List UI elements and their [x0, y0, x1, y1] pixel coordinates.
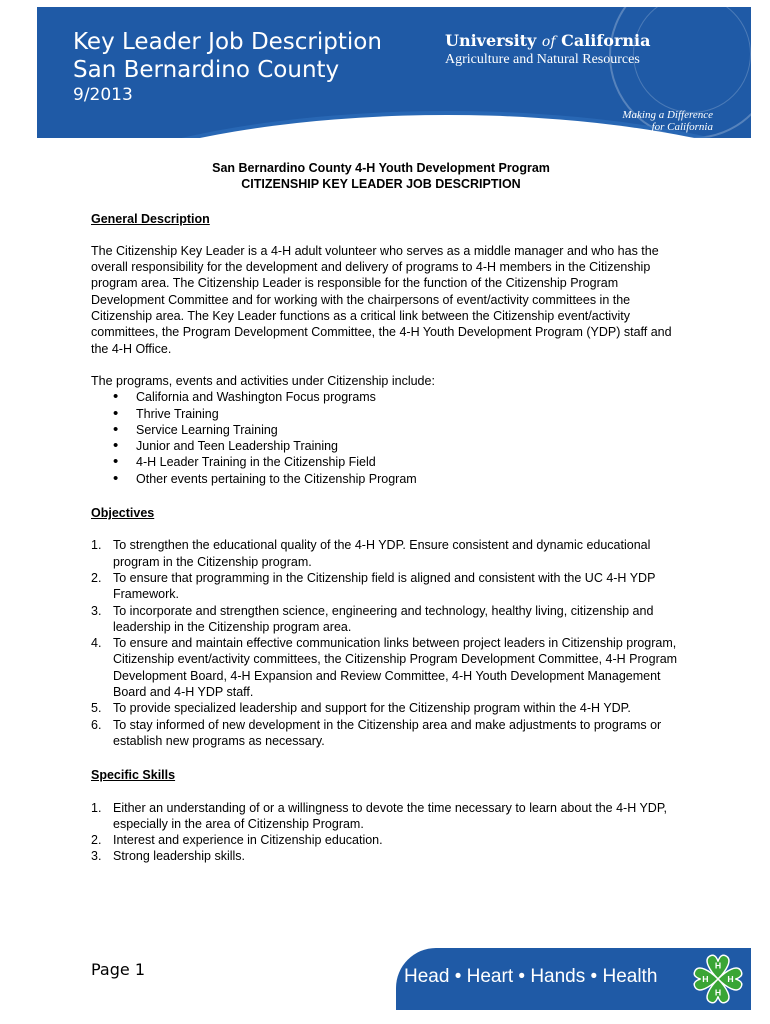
svg-text:H: H — [714, 960, 722, 971]
uc-logo-name: University of California — [445, 31, 651, 50]
list-item: • Junior and Teen Leadership Training — [113, 438, 691, 454]
footer-band — [396, 948, 751, 1010]
page-number: Page 1 — [91, 960, 145, 979]
general-description-title: General Description — [91, 211, 210, 226]
list-item: 1. Either an understanding of or a willingness to devote the time necessary to learn about the 4-H YDP, especially in the area of Citizenship Program. — [91, 800, 668, 831]
list-item: 2. Interest and experience in Citizenship education. — [91, 833, 383, 848]
document-body — [91, 160, 691, 865]
header-title-line1: Key Leader Job Description — [73, 29, 382, 55]
list-item: 2. To ensure that programming in the Citizenship field is aligned and consistent with the UC 4-H YDP Framework. — [91, 570, 656, 602]
svg-text:H: H — [714, 987, 722, 998]
objectives-title: Objectives — [91, 506, 155, 521]
list-item: • 4-H Leader Training in the Citizenship Field — [113, 454, 691, 470]
header-date: 9/2013 — [73, 85, 133, 105]
list-item: 6. To stay informed of new development in the Citizenship area and make adjustments to programs or establish new programs as necessary. — [91, 717, 662, 748]
footer-slogan: Head • Heart • Hands • Health — [404, 966, 658, 987]
four-h-clover-icon — [689, 950, 747, 1008]
header-title-line2: San Bernardino County — [73, 57, 340, 83]
skills-list — [91, 800, 691, 865]
list-item: 1. To strengthen the educational quality of the 4-H YDP. Ensure consistent and dynamic educational program in the Citizenship program. — [91, 538, 651, 569]
list-item: 3. Strong leadership skills. — [91, 849, 246, 864]
programs-list — [91, 389, 691, 487]
list-item: • Other events pertaining to the Citizenship Program — [113, 471, 691, 487]
document-heading: San Bernardino County 4-H Youth Development Program CITIZENSHIP KEY LEADER JOB DESCRIPTION — [212, 161, 550, 192]
objectives-list — [91, 537, 691, 749]
specific-skills-title: Specific Skills — [91, 768, 176, 783]
list-item: • Thrive Training — [113, 406, 691, 422]
list-item: 4. To ensure and maintain effective communication links between project leaders in Citizenship program, Citizenship event/activity committees, the Citizenship Program Development Committee, 4-H Program Development Board, 4-H Expansion and Review Committee, 4-H Youth Development Management Board and 4-H YDP staff. — [91, 636, 678, 700]
list-item: • Service Learning Training — [113, 422, 691, 438]
programs-intro: The programs, events and activities under Citizenship include: — [91, 373, 435, 388]
svg-text:H: H — [727, 973, 734, 984]
list-item: • California and Washington Focus programs — [113, 389, 691, 405]
list-item: 5. To provide specialized leadership and support for the Citizenship program within the 4-H YDP. — [91, 701, 631, 716]
svg-text:H: H — [702, 973, 709, 984]
general-description-text: The Citizenship Key Leader is a 4-H adult volunteer who serves as a middle manager and who has the overall responsibility for the development and delivery of programs to 4-H members in the Citizenship program area. The Citizenship Leader is responsible for the function of the Citizenship Program Development Committee and for working with the chairpersons of event/activity committees in the Citizenship area. The Key Leader functions as a critical link between the Citizenship event/activity committees, the Program Development Committee, the 4-H Youth Development Program (YDP) staff and the 4-H Office. — [91, 243, 672, 356]
tagline: Making a Difference for California — [622, 109, 713, 133]
list-item: 3. To incorporate and strengthen science, engineering and technology, healthy living, citizenship and leadership in the Citizenship program area. — [91, 603, 654, 634]
header-banner — [37, 7, 751, 138]
uc-logo-subtitle: Agriculture and Natural Resources — [445, 52, 640, 67]
